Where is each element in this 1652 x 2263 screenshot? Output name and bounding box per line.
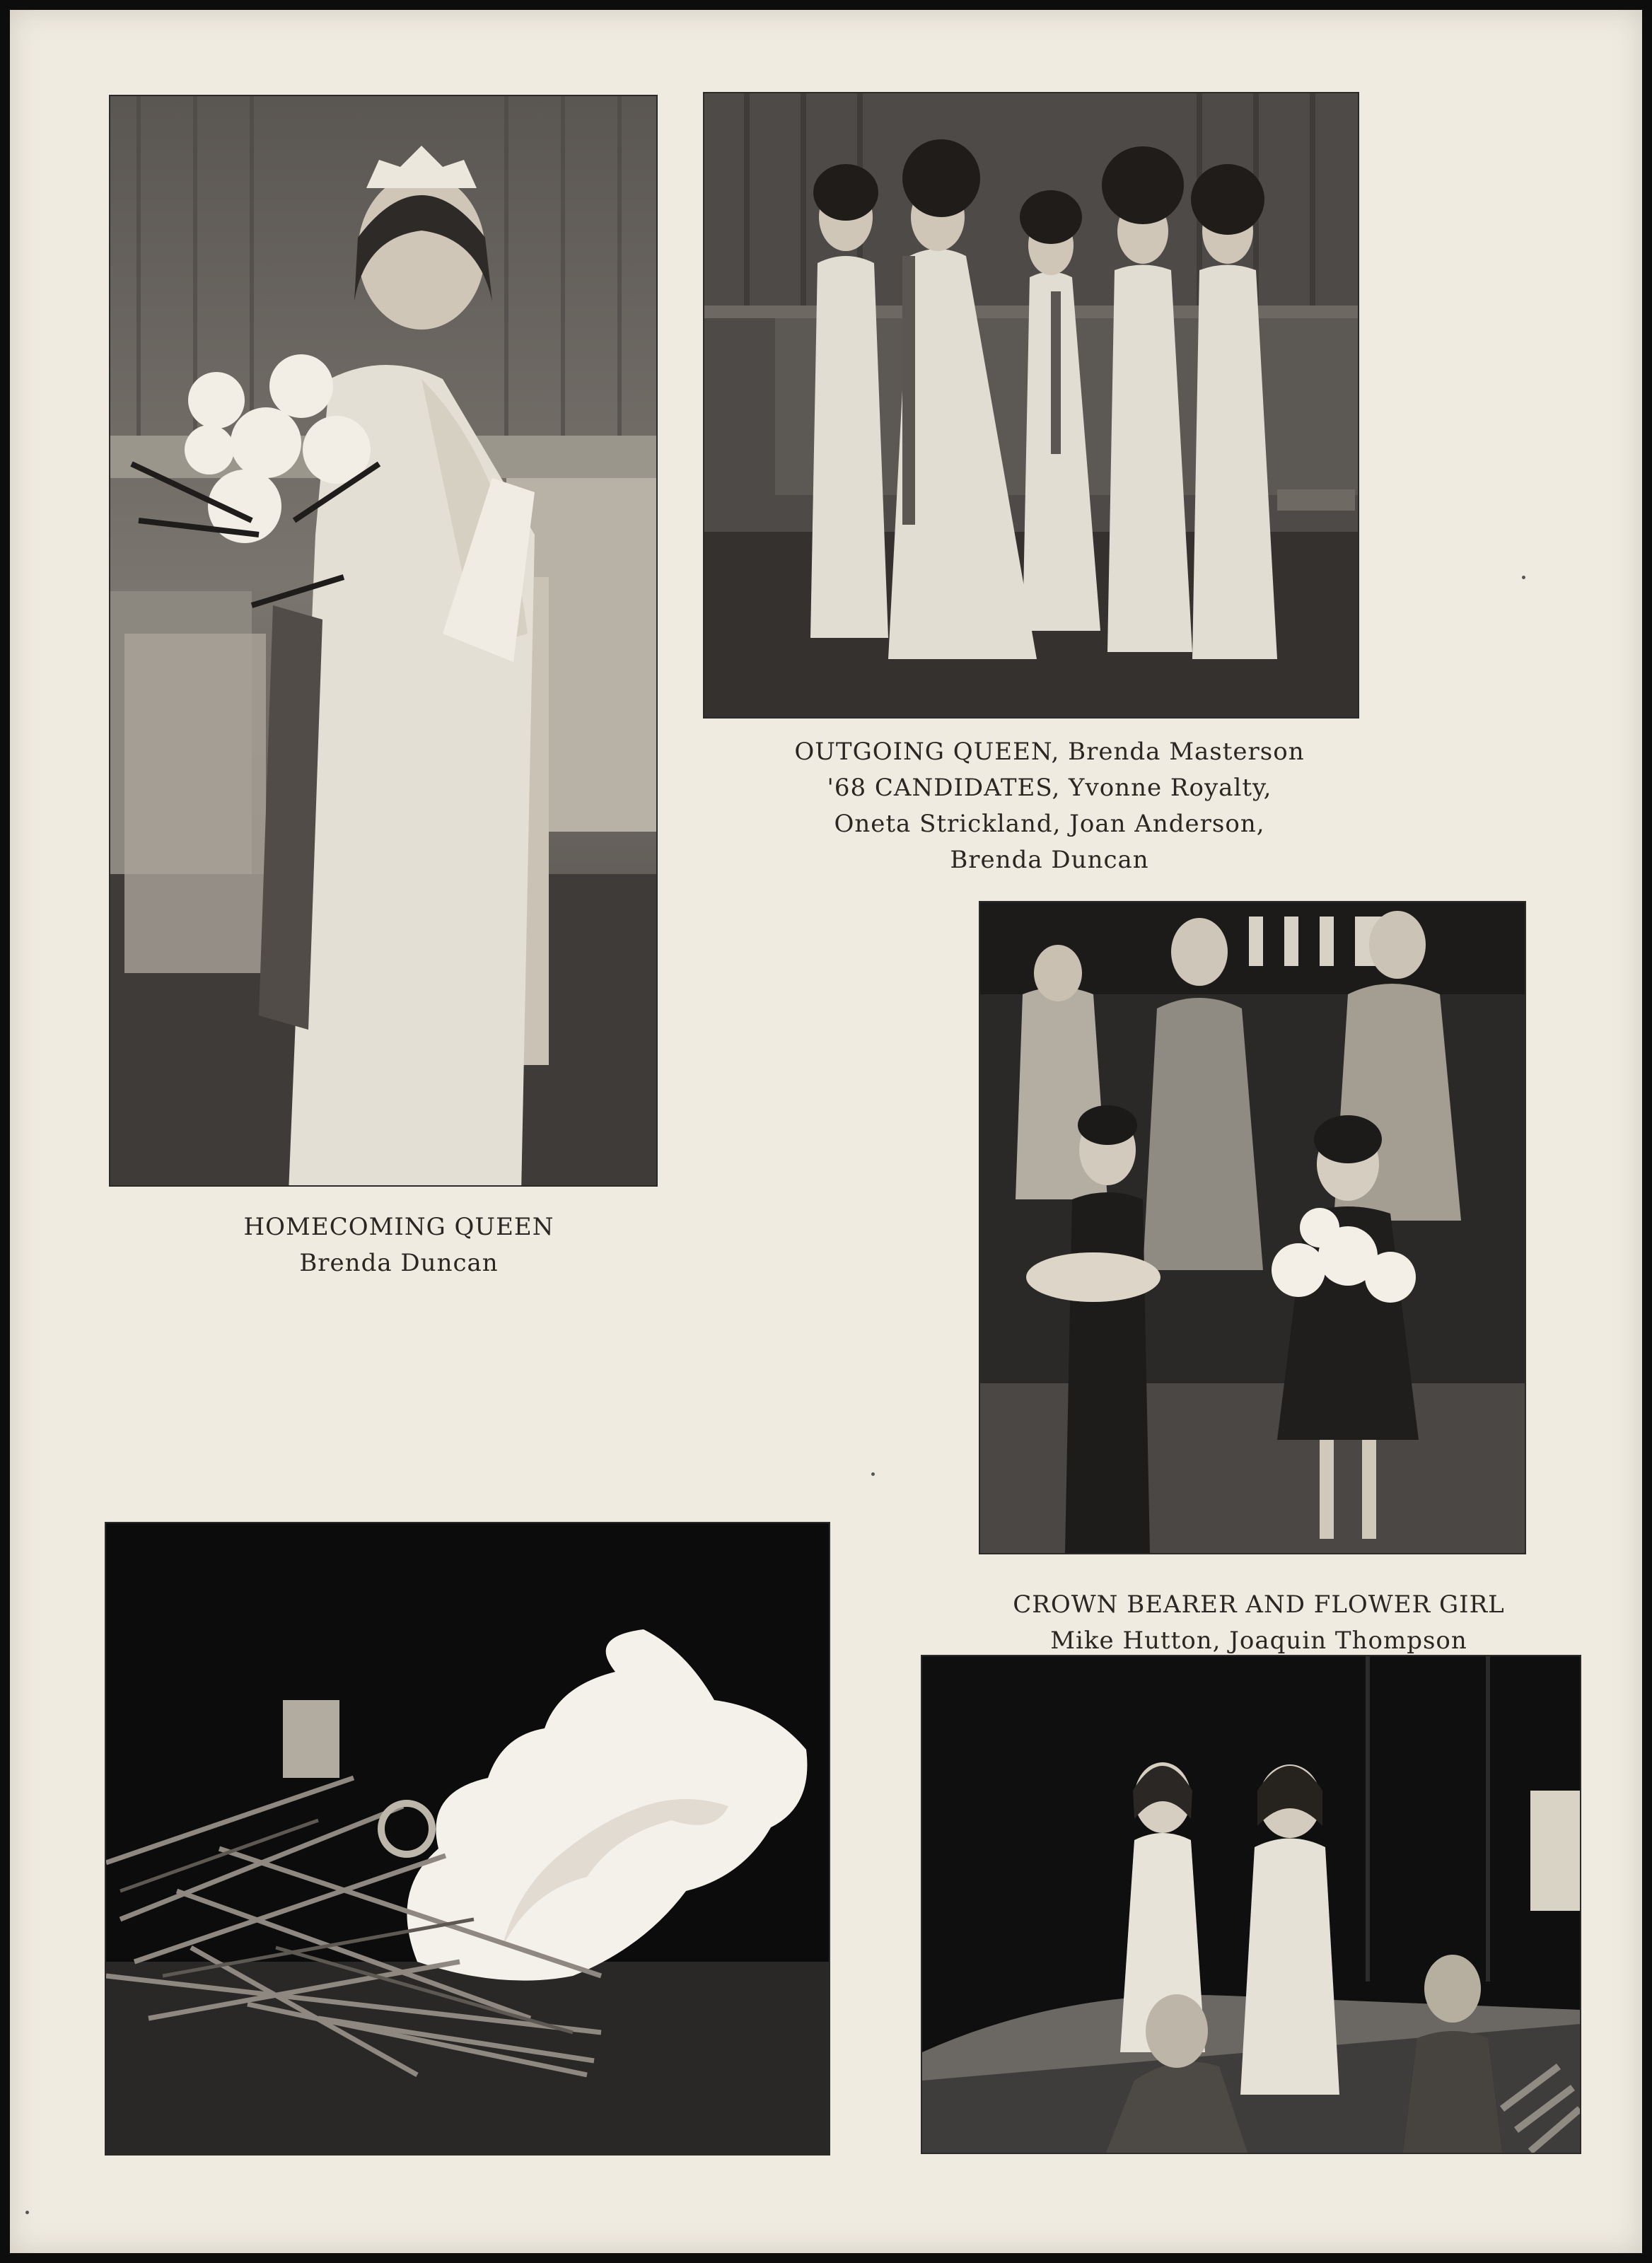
homecoming-queen-caption [187, 1209, 611, 1281]
crown-bearer-caption-title: CROWN BEARER AND FLOWER GIRL [1013, 1590, 1505, 1619]
homecoming-queen-photo [109, 95, 658, 1187]
crown-bearer-caption [990, 1587, 1528, 1659]
yearbook-page [10, 10, 1642, 2253]
print-speck [25, 2211, 29, 2214]
bonfire-photo [105, 1522, 830, 2156]
crown-bearer-photo [979, 901, 1526, 1554]
homecoming-caption-name: Brenda Duncan [299, 1249, 499, 1277]
candidates-caption-line-3: Oneta Strickland, Joan Anderson, [834, 810, 1265, 838]
candidates-caption-line-1: OUTGOING QUEEN, Brenda Masterson [794, 738, 1305, 766]
crown-bearer-caption-names: Mike Hutton, Joaquin Thompson [1050, 1627, 1467, 1655]
candidates-caption-line-2: '68 CANDIDATES, Yvonne Royalty, [827, 774, 1272, 802]
candidates-caption-line-4: Brenda Duncan [950, 846, 1149, 874]
print-speck [1522, 576, 1525, 579]
homecoming-caption-title: HOMECOMING QUEEN [243, 1213, 554, 1241]
candidates-photo [703, 92, 1359, 719]
print-speck [871, 1472, 875, 1476]
candidates-caption [774, 734, 1325, 878]
queen-car-photo [921, 1655, 1581, 2154]
